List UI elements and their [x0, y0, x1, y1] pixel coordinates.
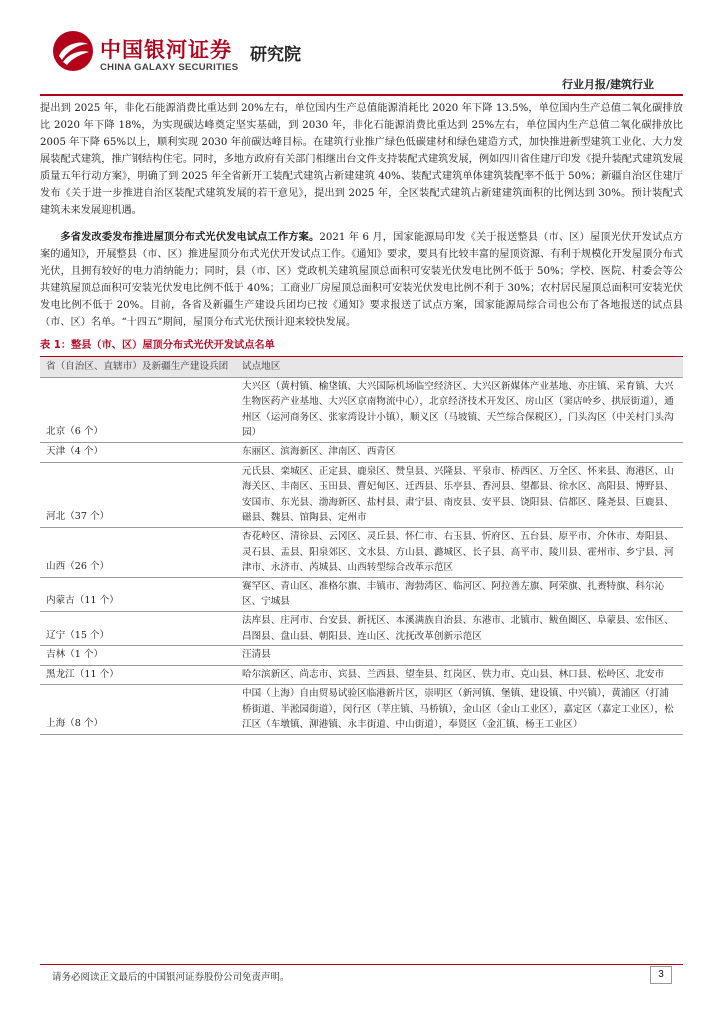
institute-label: 研究院	[250, 45, 301, 65]
areas-cell: 大兴区（黄村镇、榆垡镇、大兴国际机场临空经济区、大兴区新媒体产业基地、亦庄镇、采育镇、大兴生物医药产业基地、大兴区京南物流中心），北京经济技术开发区、房山区（窦店岭乡、拱辰街道），通州区（运河商务区、张家湾设计小镇），顺义区（马坡镇、天竺综合保税区），门头沟区（中关村门头沟园）	[236, 377, 683, 442]
areas-cell: 中国（上海）自由贸易试验区临港新片区，崇明区（新河镇、堡镇、建设镇、中兴镇），黄浦区（打浦桥街道、半淞园街道），闵行区（莘庄镇、马桥镇），金山区（金山工业区），嘉定区（嘉定工业区），松江区（车墩镇、泖港镇、永丰街道、中山街道），奉贤区（金汇镇、杨王工业区）	[236, 685, 683, 735]
areas-cell: 汪清县	[236, 646, 683, 666]
brand-name-cn: 中国银河证券	[100, 38, 232, 62]
disclaimer-text: 请务必阅读正文最后的中国银河证券股份公司免责声明。	[52, 972, 290, 983]
region-cell: 上海（8 个）	[40, 685, 236, 735]
table-row	[40, 442, 683, 462]
table-row	[40, 577, 683, 611]
pilot-list-table	[40, 357, 683, 735]
report-type: 行业月报/建筑行业	[561, 78, 654, 91]
areas-cell: 杏花岭区、清徐县、云冈区、灵丘县、怀仁市、右玉县、忻府区、五台县、原平市、介休市、寿阳县、灵石县、盂县、阳泉郊区、文水县、方山县、潞城区、长子县、高平市、陵川县、霍州市、乡宁县、河津市、永济市、芮城县、山西转型综合改革示范区	[236, 527, 683, 577]
column-header-region: 省（自治区、直辖市）及新疆生产建设兵团	[40, 357, 236, 377]
region-cell: 辽宁（15 个）	[40, 611, 236, 645]
table-row	[40, 377, 683, 442]
paragraph-rooftop-pv	[40, 229, 683, 331]
paragraph-carbon-peak: 提出到 2025 年，非化石能源消费比重达到 20%左右，单位国内生产总值能源消耗比 2020 年下降 13.5%，单位国内生产总值二氧化碳排放比 2020 年下降 18%，为实现碳达峰奠定坚实基础，到 2030 年，非化石能源消费比重达到 25%左右，单位国内生产总值二氧化碳排放比 2005 年下降 65%以上，顺利实现 2030 年前碳达峰目标。在建筑行业推广绿色低碳建材和绿色建造方式，加快推进新型建筑工业化、大力发展装配式建筑，推广钢结构住宅。同时，多地方政府有关部门相继出台文件支持装配式建筑发展，例如四川省住建厅印发《提升装配式建筑发展质量五年行动方案》，明确了到 2025 年全省新开工装配式建筑占新建建筑 40%、装配式建筑单体建筑装配率不低于 50%；新疆自治区住建厅发布《关于进一步推进自治区装配式建筑发展的若干意见》，提出到 2025 年，全区装配式建筑占新建建筑面积的比例达到 30%。预计装配式建筑未来发展迎机遇。	[40, 103, 683, 216]
region-cell: 河北（37 个）	[40, 462, 236, 527]
header-divider	[40, 94, 683, 96]
galaxy-logo-icon	[52, 30, 94, 72]
table-row	[40, 462, 683, 527]
areas-cell: 赛罕区、青山区、准格尔旗、丰镇市、海勃湾区、临河区、阿拉善左旗、阿荣旗、扎赉特旗、科尔沁区、宁城县	[236, 577, 683, 611]
table-row	[40, 527, 683, 577]
page-number: 3	[650, 966, 672, 984]
areas-cell: 东丽区、滨海新区、津南区、西青区	[236, 442, 683, 462]
areas-cell: 哈尔滨新区、尚志市、宾县、兰西县、望奎县、红岗区、铁力市、克山县、林口县、松岭区、北安市	[236, 665, 683, 685]
brand-name-en: CHINA GALAXY SECURITIES	[100, 62, 239, 73]
areas-cell: 元氏县、栾城区、正定县、鹿泉区、赞皇县、兴隆县、平泉市、桥西区、万全区、怀来县、海港区、山海关区、丰南区、玉田县、曹妃甸区、迁西县、乐亭县、香河县、望都县、徐水区、高阳县、博野县、安国市、东光县、渤海新区、盐村县、肃宁县、南皮县、安平县、饶阳县、信都区、隆尧县、巨鹿县、磁县、魏县、馆陶县、定州市	[236, 462, 683, 527]
paragraph-body: 2021 年 6 月，国家能源局印发《关于报送整县（市、区）屋顶光伏开发试点方案的通知》，开展整县（市、区）推进屋顶分布式光伏开发试点工作。《通知》要求，要具有比较丰富的屋顶资源、有利于规模化开发屋顶分布式光伏，且拥有较好的电力消纳能力；同时，县（市、区）党政机关建筑屋顶总面积可安装光伏发电比例不低于 50%；学校、医院、村委会等公共建筑屋顶总面积可安装光伏发电比例不低于 40%；工商业厂房屋顶总面积可安装光伏发电比例不利于 30%；农村居民屋顶总面积可安装光伏发电比例不低于 20%。目前，各省及新疆生产建设兵团均已按《通知》要求报送了试点方案，国家能源局综合司也公布了各地报送的试点县（市、区）名单。“十四五”期间，屋顶分布式光伏预计迎来较快发展。	[40, 232, 684, 328]
areas-cell: 法库县、庄河市、台安县、新抚区、本溪满族自治县、东港市、北镇市、鲅鱼圈区、阜蒙县、宏伟区、昌图县、盘山县、朝阳县、连山区、沈抚改革创新示范区	[236, 611, 683, 645]
column-header-areas: 试点地区	[236, 357, 683, 377]
footer-divider	[40, 964, 683, 965]
region-cell: 北京（6 个）	[40, 377, 236, 442]
table-row	[40, 611, 683, 645]
region-cell: 黑龙江（11 个）	[40, 665, 236, 685]
region-cell: 内蒙古（11 个）	[40, 577, 236, 611]
table-row	[40, 646, 683, 666]
page-header	[0, 0, 724, 96]
paragraph-lead: 多省发改委发布推进屋顶分布式光伏发电试点工作方案。	[60, 232, 320, 243]
table-row	[40, 665, 683, 685]
table-title: 表 1：整县（市、区）屋顶分布式光伏开发试点名单	[40, 337, 683, 357]
table-row	[40, 685, 683, 735]
region-cell: 吉林（1 个）	[40, 646, 236, 666]
main-content	[40, 100, 683, 735]
region-cell: 山西（26 个）	[40, 527, 236, 577]
table-header-row	[40, 357, 683, 377]
region-cell: 天津（4 个）	[40, 442, 236, 462]
